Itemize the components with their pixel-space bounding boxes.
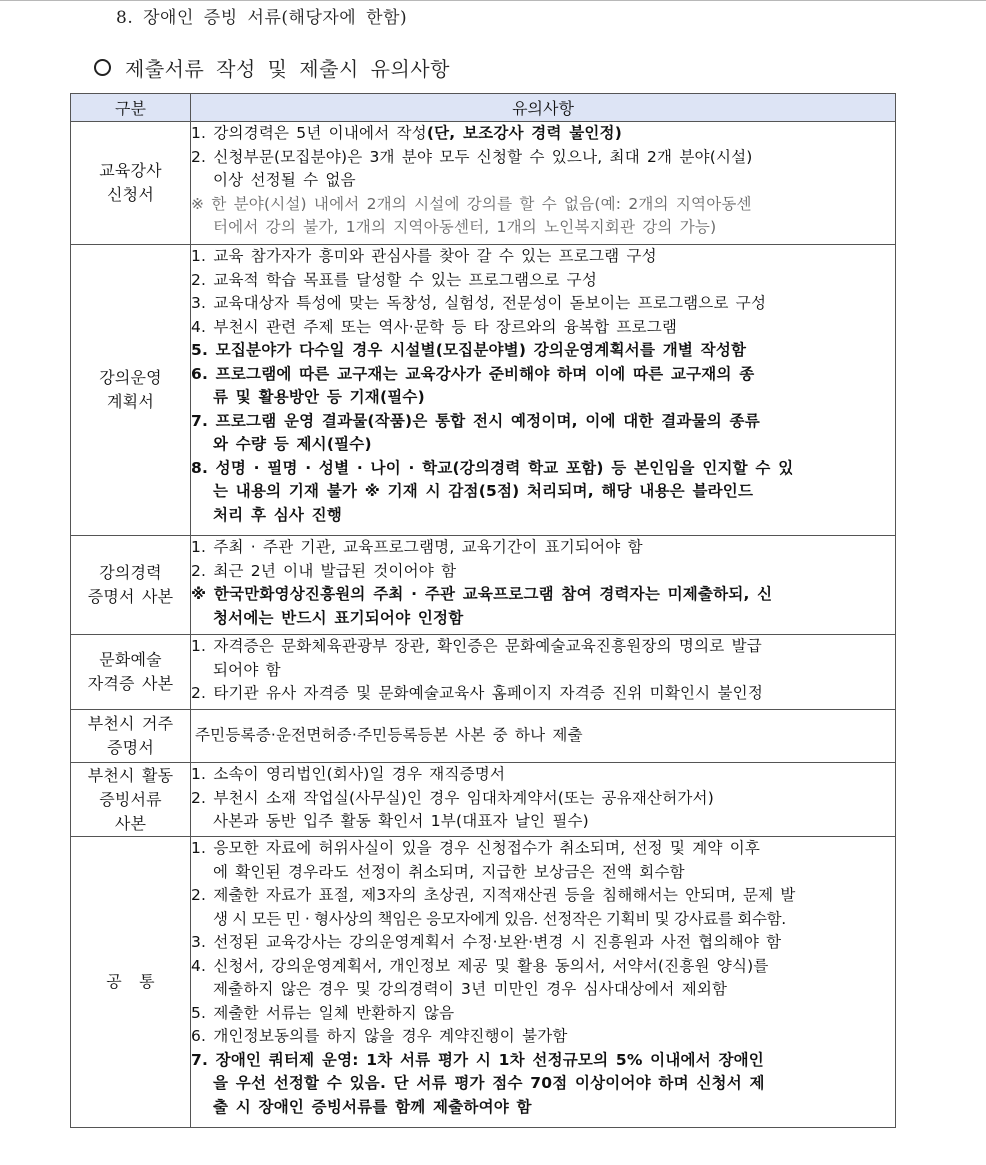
section-title bbox=[94, 53, 450, 82]
note-line: 1. 자격증은 문화체육관광부 장관, 확인증은 문화예술교육진흥원장의 명의로 발급 bbox=[191, 637, 762, 655]
note-line: 2. 제출한 자료가 표절, 제3자의 초상권, 지적재산권 등을 침해해서는 안되며, 문제 발 bbox=[191, 886, 796, 904]
note-line: 2. 최근 2년 이내 발급된 것이어야 함 bbox=[191, 561, 457, 580]
circle-bullet-icon bbox=[94, 59, 111, 76]
table-header-row bbox=[71, 94, 896, 122]
note-line: 는 내용의 기재 불가 ※ 기재 시 감점(5점) 처리되며, 해당 내용은 블라인드 bbox=[213, 482, 754, 500]
note-line: 2. 타기관 유사 자격증 및 문화예술교육사 홈페이지 자격증 진위 미확인시 불인정 bbox=[191, 684, 763, 702]
note-line: 2. 신청부문(모집분야)은 3개 분야 모두 신청할 수 있으나, 최대 2개 분야(시설) bbox=[191, 147, 753, 166]
note-line: 5. 제출한 서류는 일체 반환하지 않음 bbox=[191, 1003, 455, 1022]
table-row bbox=[71, 710, 896, 763]
note-line: 청서에는 반드시 표기되어야 인정함 bbox=[213, 608, 464, 627]
note-line: 8. 성명 · 필명 · 성별 · 나이 · 학교(강의경력 학교 포함) 등 본인임을 인지할 수 있 bbox=[191, 458, 794, 477]
row-notes bbox=[191, 710, 896, 763]
note-line: 6. 개인정보동의를 하지 않을 경우 계약진행이 불가함 bbox=[191, 1027, 568, 1045]
note-line: ※ 한국만화영상진흥원의 주최 · 주관 교육프로그램 참여 경력자는 미제출하되, 신 bbox=[191, 585, 773, 603]
note-line: 1. 강의경력은 5년 이내에서 작성(단, 보조강사 경력 불인정) bbox=[191, 124, 623, 142]
note-line: 주민등록증·운전면허증·주민등록등본 사본 중 하나 제출 bbox=[195, 726, 583, 745]
row-category: 강의경력 증명서 사본 bbox=[71, 536, 191, 635]
row-category: 문화예술 자격증 사본 bbox=[71, 635, 191, 710]
note-line: 4. 부천시 관련 주제 또는 역사·문학 등 타 장르와의 융복합 프로그램 bbox=[191, 317, 678, 336]
note-line: 에 확인된 경우라도 선정이 취소되며, 지급한 보상금은 전액 회수함 bbox=[213, 862, 685, 881]
note-line: 제출하지 않은 경우 및 강의경력이 3년 미만인 경우 심사대상에서 제외함 bbox=[213, 980, 728, 998]
note-line: 1. 소속이 영리법인(회사)일 경우 재직증명서 bbox=[191, 765, 506, 783]
note-line: 류 및 활용방안 등 기재(필수) bbox=[213, 388, 425, 406]
note-line: 사본과 동반 입주 활동 확인서 1부(대표자 날인 필수) bbox=[213, 812, 589, 830]
note-line: 을 우선 선정할 수 있음. 단 서류 평가 점수 70점 이상이어야 하며 신청서 제 bbox=[213, 1074, 765, 1092]
note-line: 되어야 함 bbox=[213, 660, 281, 679]
note-line: 7. 프로그램 운영 결과물(작품)은 통합 전시 예정이며, 이에 대한 결과물의 종류 bbox=[191, 411, 760, 430]
row-category: 부천시 거주 증명서 bbox=[71, 710, 191, 763]
row-notes bbox=[191, 245, 896, 536]
row-category: 부천시 활동 증빙서류 사본 bbox=[71, 763, 191, 837]
note-line: 처리 후 심사 진행 bbox=[213, 505, 343, 524]
table-row bbox=[71, 635, 896, 710]
note-line: 1. 주최 · 주관 기관, 교육프로그램명, 교육기간이 표기되어야 함 bbox=[191, 538, 643, 556]
row-notes bbox=[191, 837, 896, 1128]
note-line: 터에서 강의 불가, 1개의 지역아동센터, 1개의 노인복지회관 강의 가능) bbox=[213, 218, 717, 236]
table-row bbox=[71, 245, 896, 536]
page-top-divider bbox=[0, 0, 986, 1]
note-line: 1. 교육 참가자가 흥미와 관심사를 찾아 갈 수 있는 프로그램 구성 bbox=[191, 247, 657, 265]
note-line: 생 시 모든 민 · 형사상의 책임은 응모자에게 있음. 선정작은 기획비 및 강사료를 회수함. bbox=[213, 909, 786, 928]
row-notes bbox=[191, 635, 896, 710]
note-line: 3. 선정된 교육강사는 강의운영계획서 수정·보완·변경 시 진흥원과 사전 협의해야 함 bbox=[191, 933, 782, 951]
table-row bbox=[71, 122, 896, 245]
note-line: 출 시 장애인 증빙서류를 함께 제출하여야 함 bbox=[213, 1097, 532, 1116]
note-line: 7. 장애인 쿼터제 운영: 1차 서류 평가 시 1차 선정규모의 5% 이내에서 장애인 bbox=[191, 1050, 764, 1069]
row-category: 강의운영 계획서 bbox=[71, 245, 191, 536]
table-row bbox=[71, 536, 896, 635]
row-notes bbox=[191, 763, 896, 837]
note-line: 2. 부천시 소재 작업실(사무실)인 경우 임대차계약서(또는 공유재산허가서) bbox=[191, 788, 714, 807]
table-row bbox=[71, 837, 896, 1128]
row-category: 공 통 bbox=[71, 837, 191, 1128]
note-line: 4. 신청서, 강의운영계획서, 개인정보 제공 및 활용 동의서, 서약서(진흥원 양식)를 bbox=[191, 956, 769, 975]
column-header-notes: 유의사항 bbox=[191, 94, 896, 122]
note-line: 이상 선정될 수 없음 bbox=[213, 171, 356, 189]
note-line: 와 수량 등 제시(필수) bbox=[213, 435, 372, 453]
row-category: 교육강사 신청서 bbox=[71, 122, 191, 245]
row-notes bbox=[191, 122, 896, 245]
column-header-category: 구분 bbox=[71, 94, 191, 122]
note-line: 5. 모집분야가 다수일 경우 시설별(모집분야별) 강의운영계획서를 개별 작성함 bbox=[191, 341, 747, 359]
row-notes bbox=[191, 536, 896, 635]
note-line: 2. 교육적 학습 목표를 달성할 수 있는 프로그램으로 구성 bbox=[191, 270, 598, 289]
previous-list-item: 8. 장애인 증빙 서류(해당자에 한함) bbox=[116, 8, 408, 28]
note-line: ※ 한 분야(시설) 내에서 2개의 시설에 강의를 할 수 없음(예: 2개의 지역아동센 bbox=[191, 194, 752, 213]
submission-notes-table bbox=[70, 93, 896, 1128]
section-title-text: 제출서류 작성 및 제출시 유의사항 bbox=[125, 57, 450, 81]
note-line: 3. 교육대상자 특성에 맞는 독창성, 실험성, 전문성이 돋보이는 프로그램으로 구성 bbox=[191, 294, 767, 312]
note-line: 6. 프로그램에 따른 교구재는 교육강사가 준비해야 하며 이에 따른 교구재의 종 bbox=[191, 364, 755, 383]
table-row bbox=[71, 763, 896, 837]
note-line: 1. 응모한 자료에 허위사실이 있을 경우 신청접수가 취소되며, 선정 및 계약 이후 bbox=[191, 839, 761, 857]
